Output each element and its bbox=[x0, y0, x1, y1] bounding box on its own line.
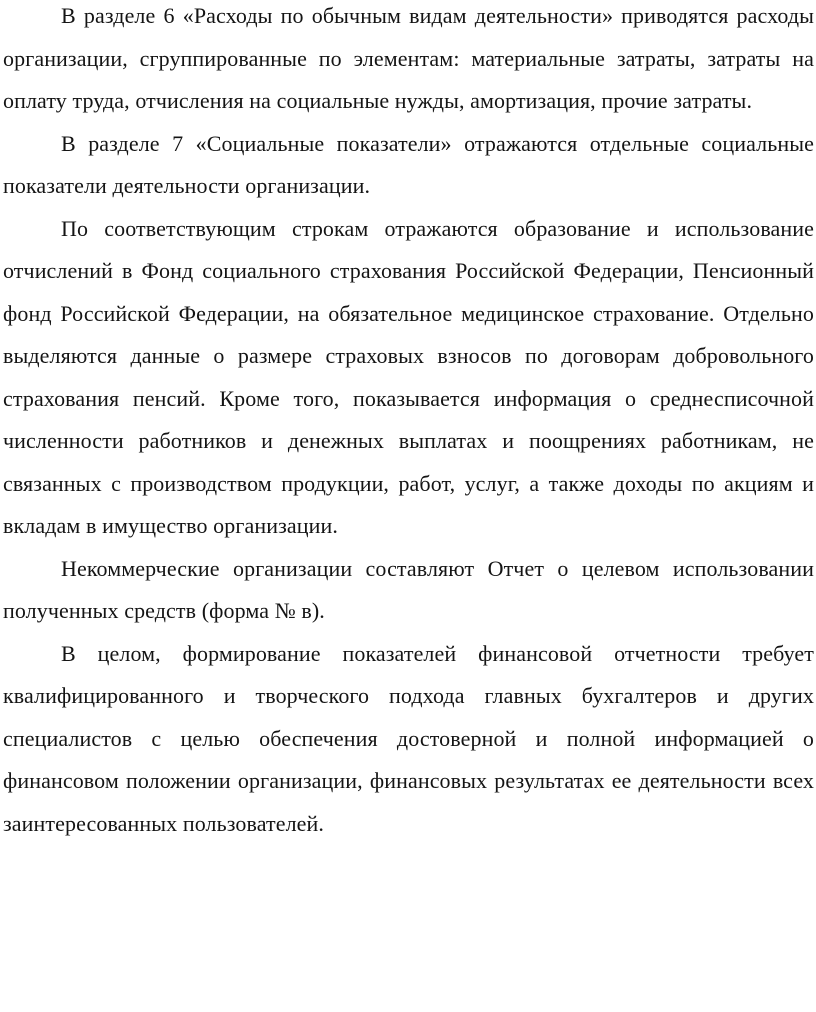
paragraph-social-contributions: По соответствующим строкам отражаются образование и использование отчислений в Фонд социального страхования Российской Федерации, Пенсионный фонд Российской Федерации, на обязательное медицинское страхование. Отдельно выделяются данные о размере страховых взносов по договорам добровольного страхования пенсий. Кроме того, показывается информация о среднесписочной численности работников и денежных выплатах и поощрениях работникам, не связанных с производством продукции, работ, услуг, а также доходы по акциям и вкладам в имущество организации. bbox=[3, 215, 814, 538]
paragraph-nonprofit-report: Некоммерческие организации составляют Отчет о целевом использовании полученных средств (форма № в). bbox=[3, 555, 814, 623]
paragraph-section-6-expenses: В разделе 6 «Расходы по обычным видам деятельности» приводятся расходы организации, сгруппированные по элементам: материальные затраты, затраты на оплату труда, отчисления на социальные нужды, амортизация, прочие затраты. bbox=[3, 3, 814, 113]
paragraph-section-7-social-indicators: В разделе 7 «Социальные показатели» отражаются отдельные социальные показатели деятельности организации. bbox=[3, 130, 814, 198]
paragraph-conclusion: В целом, формирование показателей финансовой отчетности требует квалифицированного и творческого подхода главных бухгалтеров и других специалистов с целью обеспечения достоверной и полной информацией о финансовом положении организации, финансовых результатах ее деятельности всех заинтересованных пользователей. bbox=[3, 640, 814, 836]
